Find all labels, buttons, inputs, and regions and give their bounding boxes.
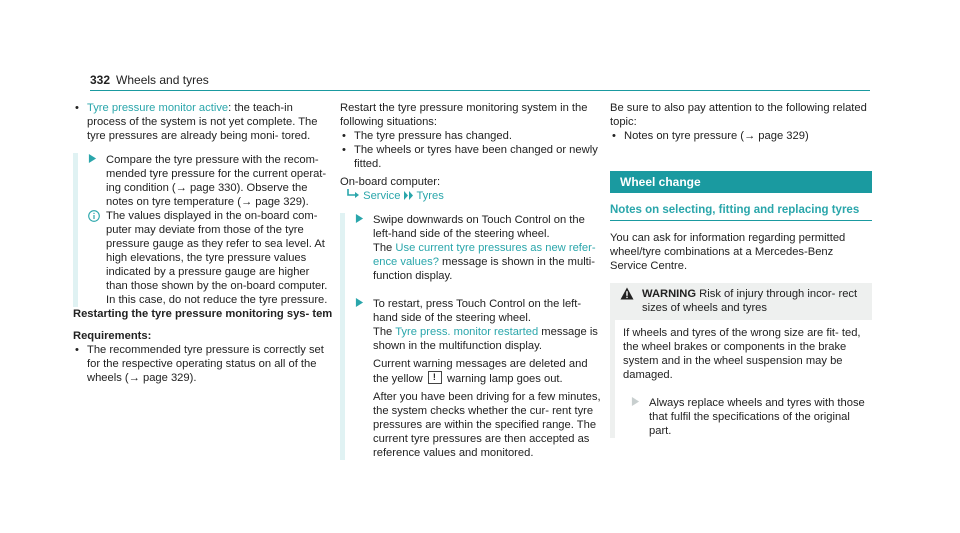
display-message: Use current tyre pressures as new refer- ence values? [373, 242, 596, 268]
info-icon [88, 210, 100, 222]
list-item: • Tyre pressure monitor active: the teach-in process of the system is not yet complete. The tyre pressures are already being moni- tored. [73, 101, 333, 143]
page-ref-arrow-icon: → [128, 372, 140, 384]
info-note: The values displayed in the on-board com- puter may deviate from those of the tyre pressure gauge as they refer to sea level. At high elevations, the tyre pressure values indicated by a pressure gauge are higher than those shown by the on-board computer. In this case, do not reduce the tyre pressure. [88, 209, 333, 307]
warning-header: WARNING Risk of injury through incor- rect sizes of wheels and tyres [610, 283, 872, 320]
column-3 [610, 101, 872, 438]
paragraph: You can ask for information regarding permitted wheel/tyre combinations at a Mercedes-Benz Service Centre. [610, 232, 846, 272]
instruction-step: Compare the tyre pressure with the recom- mended tyre pressure for the current operat- ing condition (→ page 330). Observe the notes on tyre temperature (→ page 329). [88, 153, 333, 209]
paragraph: Restart the tyre pressure monitoring system in the following situations: [340, 102, 588, 128]
double-chevron-icon [404, 191, 414, 200]
header-divider [90, 90, 870, 91]
step-arrow-icon [355, 298, 364, 307]
list-item: • The recommended tyre pressure is correctly set for the respective operating status on all of the wheels (→ page 329). [73, 343, 333, 385]
subsection-heading: Notes on selecting, fitting and replacing tyres [610, 203, 872, 221]
step-result: Current warning messages are deleted and the yellow ! warning lamp goes out. [355, 357, 602, 386]
page-header [90, 73, 870, 88]
step-arrow-icon [631, 397, 640, 406]
instruction-step: Always replace wheels and tyres with those that fulfil the specifications of the original part. [623, 396, 872, 438]
step-result: After you have been driving for a few minutes, the system checks whether the cur- rent tyre pressures are within the specified range. The current tyre pressures are then accepted as reference values and monitored. [373, 391, 601, 459]
list-item: • The tyre pressure has changed. [340, 129, 602, 143]
page-number: 332 [90, 73, 111, 87]
menu-tyres[interactable]: Tyres [416, 190, 444, 202]
section-title-bar: Wheel change [610, 171, 872, 193]
section-heading: Restarting the tyre pressure monitoring sys- tem [73, 308, 333, 320]
list-item: • The wheels or tyres have been changed or newly fitted. [340, 143, 602, 171]
step-arrow-icon [88, 154, 97, 163]
tyre-pressure-warning-lamp-icon [428, 371, 442, 384]
list-item: • Notes on tyre pressure (→ page 329) [610, 129, 872, 143]
paragraph: Be sure to also pay attention to the following related topic: [610, 102, 867, 128]
instruction-step: Swipe downwards on Touch Control on the left-hand side of the steering wheel. [355, 213, 602, 241]
warning-box [610, 283, 872, 438]
warning-label: WARNING [642, 288, 697, 300]
step-block [73, 153, 333, 307]
step-result: The Use current tyre pressures as new refer- ence values? message is shown in the multi- function display. [373, 242, 596, 282]
page-ref-arrow-icon: → [240, 196, 253, 208]
column-1 [73, 101, 333, 385]
paragraph: If wheels and tyres of the wrong size are fit- ted, the wheel brakes or components in the brake system and in the wheel suspension may be damaged. [623, 327, 861, 381]
menu-path [340, 189, 602, 203]
status-message-link[interactable]: Tyre pressure monitor active [87, 102, 229, 114]
column-2 [340, 101, 602, 460]
page-ref-arrow-icon: → [744, 130, 756, 142]
warning-body [610, 320, 872, 438]
requirements-label: Requirements: [73, 330, 152, 342]
instruction-step: To restart, press Touch Control on the left- hand side of the steering wheel. [355, 297, 602, 325]
step-result: The Tyre press. monitor restarted message is shown in the multifunction display. [373, 326, 598, 352]
step-arrow-icon [355, 214, 364, 223]
menu-service[interactable]: Service [363, 190, 401, 202]
onboard-label: On-board computer: [340, 176, 441, 188]
warning-triangle-icon [620, 287, 634, 300]
display-message: Tyre press. monitor restarted [395, 326, 539, 338]
path-return-arrow-icon [346, 189, 360, 200]
page-title: Wheels and tyres [116, 73, 209, 87]
page-ref-arrow-icon: → [175, 182, 187, 194]
step-block [340, 213, 602, 460]
